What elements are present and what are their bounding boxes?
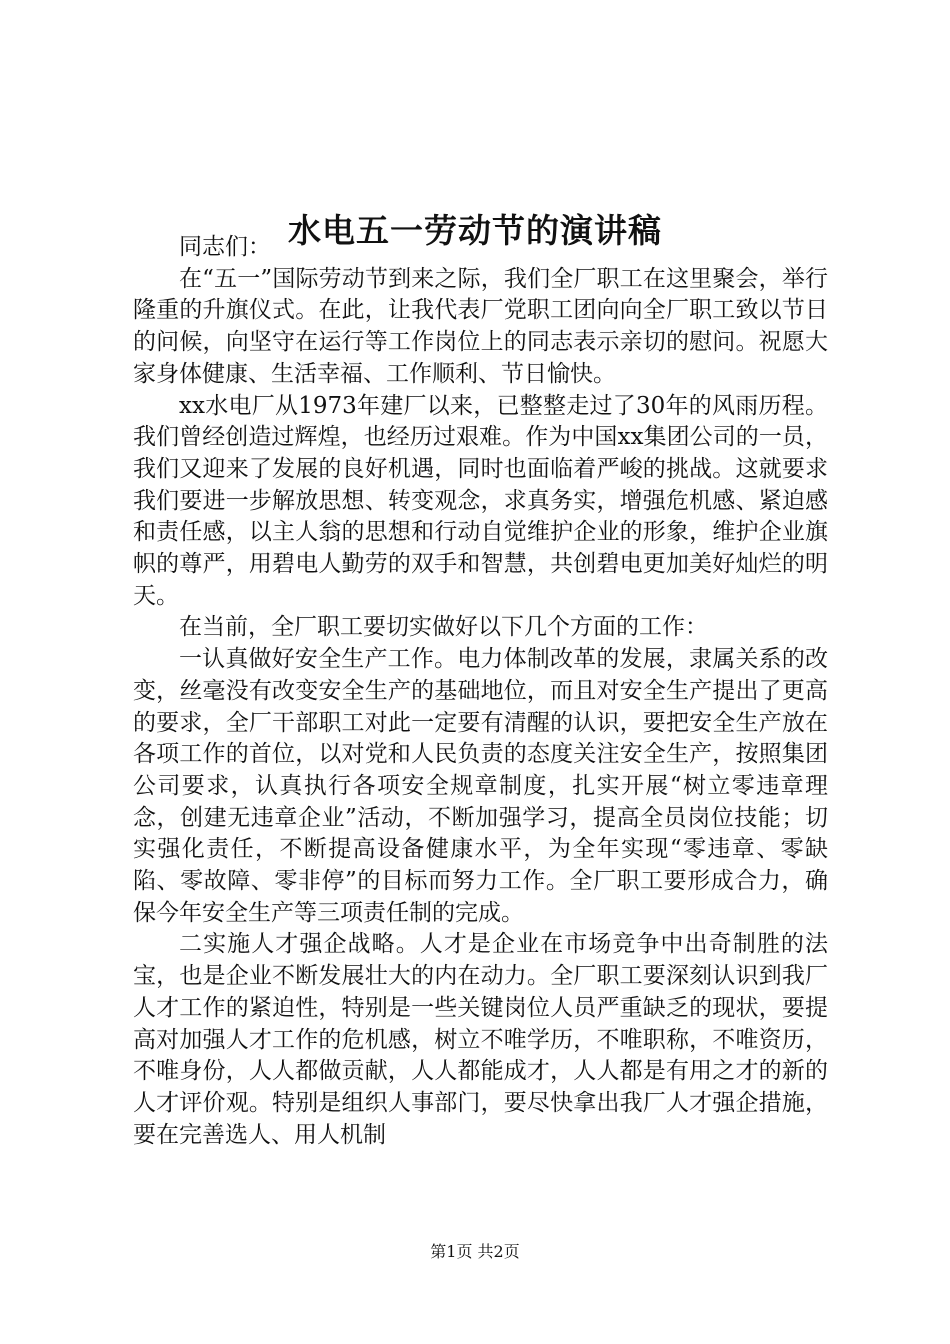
document-title: 水电五一劳动节的演讲稿 (288, 211, 662, 251)
paragraph-history: xx水电厂从1973年建厂以来，已整整走过了30年的风雨历程。我们曾经创造过辉煌，也经历过艰难。作为中国xx集团公司的一员，我们又迎来了发展的良好机遇，同时也面临着严峻的挑战。这就要求我们要进一步解放思想、转变观念，求真务实，增强危机感、紧迫感和责任感，以主人翁的思想和行动自觉维护企业的形象，维护企业旗帜的尊严，用碧电人勤劳的双手和智慧，共创碧电更加美好灿烂的明天。 (133, 392, 828, 609)
paragraph-greeting: 在“五一”国际劳动节到来之际，我们全厂职工在这里聚会，举行隆重的升旗仪式。在此，让我代表厂党职工团向向全厂职工致以节日的问候，向坚守在运行等工作岗位上的同志表示亲切的慰问。祝愿大家身体健康、生活幸福、工作顺利、节日愉快。 (133, 265, 828, 387)
document-body (133, 232, 828, 1151)
page-footer: 第1页 共2页 (430, 1242, 520, 1261)
paragraph-safety: 一认真做好安全生产工作。电力体制改革的发展，隶属关系的改变，丝毫没有改变安全生产的基础地位，而且对安全生产提出了更高的要求，全厂干部职工对此一定要有清醒的认识，要把安全生产放在各项工作的首位，以对党和人民负责的态度关注安全生产，按照集团公司要求，认真执行各项安全规章制度，扎实开展“树立零违章理念，创建无违章企业”活动，不断加强学习，提高全员岗位技能；切实强化责任，不断提高设备健康水平，为全年实现“零违章、零缺陷、零故障、零非停”的目标而努力工作。全厂职工要形成合力，确保今年安全生产等三项责任制的完成。 (133, 646, 828, 926)
paragraph-salutation: 同志们： (179, 234, 271, 260)
paragraph-tasks-intro: 在当前，全厂职工要切实做好以下几个方面的工作： (179, 614, 708, 641)
paragraph-talent: 二实施人才强企战略。人才是企业在市场竞争中出奇制胜的法宝，也是企业不断发展壮大的内在动力。全厂职工要深刻认识到我厂人才工作的紧迫性，特别是一些关键岗位人员严重缺乏的现状，要提高对加强人才工作的危机感，树立不唯学历，不唯职称，不唯资历，不唯身份，人人都做贡献，人人都能成才，人人都是有用之才的新的人才评价观。特别是组织人事部门，要尽快拿出我厂人才强企措施，要在完善选人、用人机制 (133, 931, 828, 1148)
